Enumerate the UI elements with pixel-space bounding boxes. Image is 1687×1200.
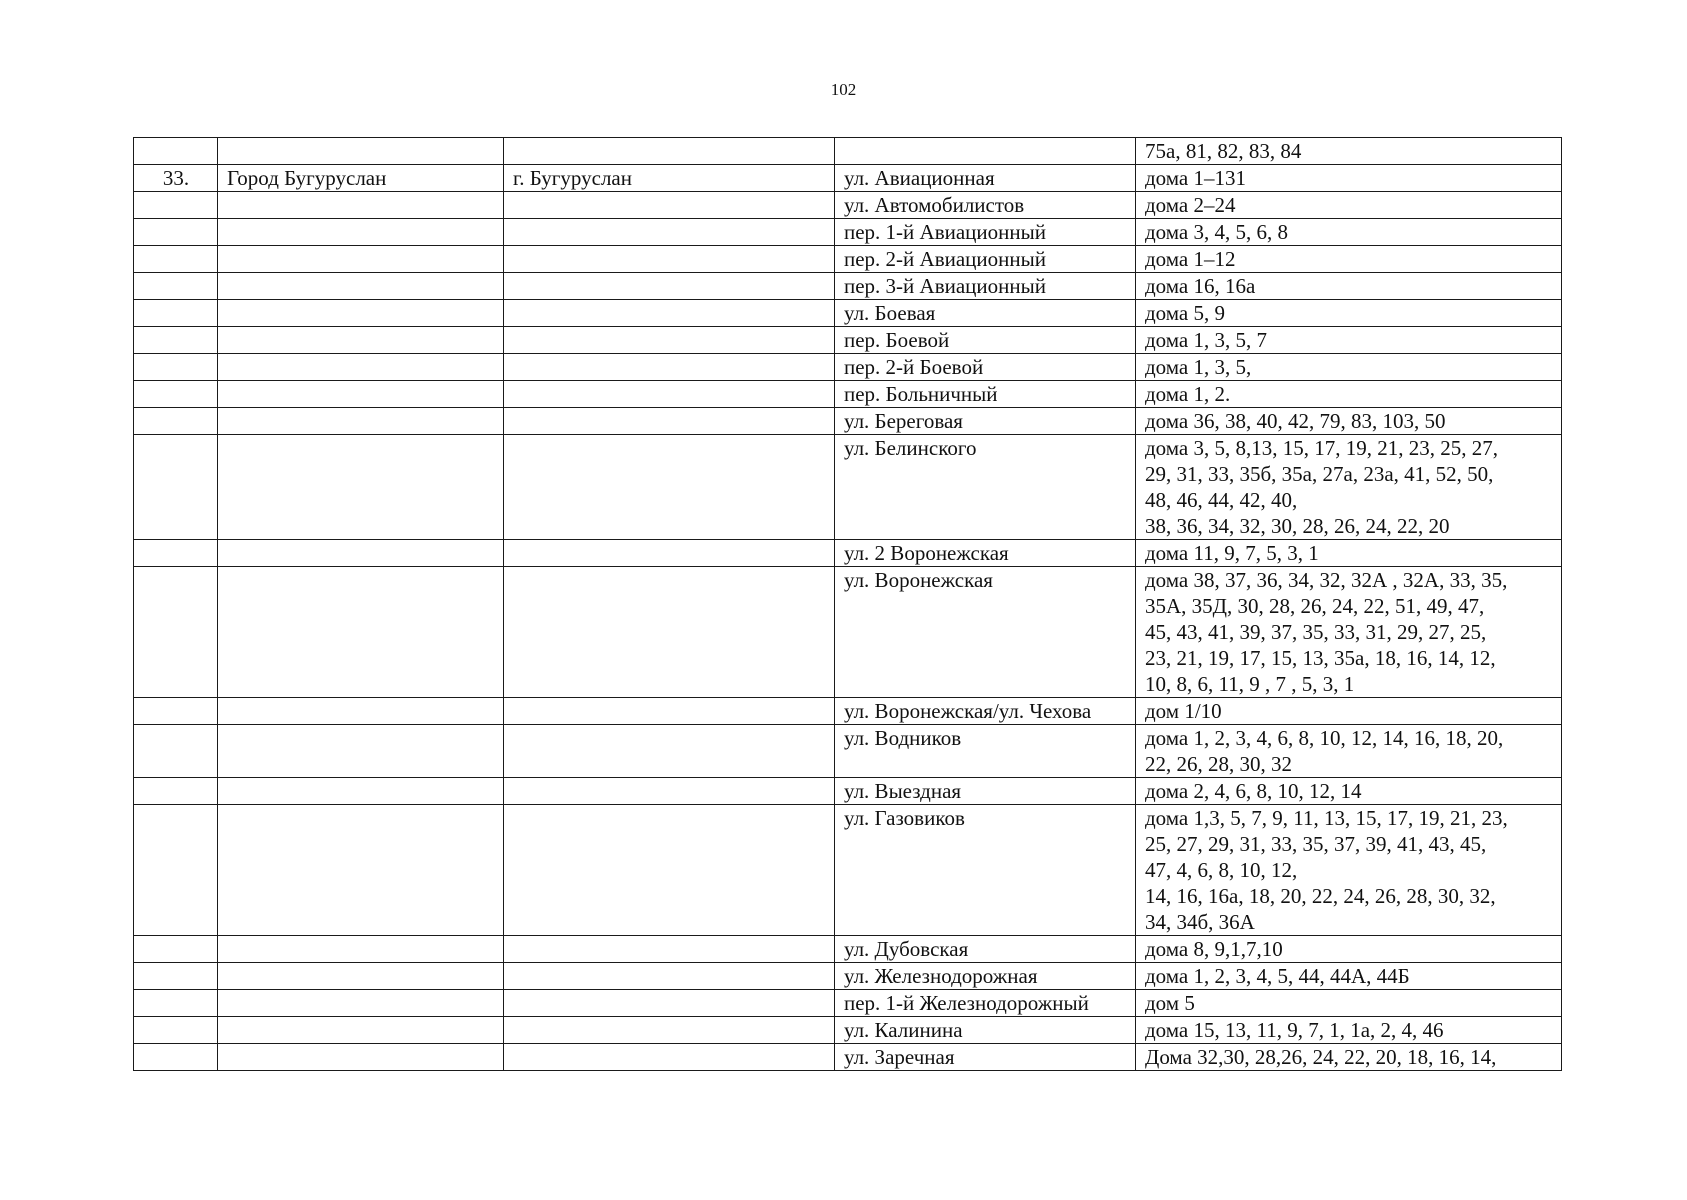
table-row bbox=[134, 990, 1562, 1017]
row-number-cell bbox=[134, 1044, 218, 1071]
district-cell bbox=[218, 540, 504, 567]
table-row bbox=[134, 778, 1562, 805]
row-number-cell bbox=[134, 219, 218, 246]
table-row bbox=[134, 1044, 1562, 1071]
street-cell: ул. Дубовская bbox=[835, 936, 1136, 963]
houses-cell: дома 15, 13, 11, 9, 7, 1, 1а, 2, 4, 46 bbox=[1136, 1017, 1562, 1044]
row-number-cell bbox=[134, 725, 218, 778]
houses-cell: дом 1/10 bbox=[1136, 698, 1562, 725]
district-cell bbox=[218, 354, 504, 381]
houses-cell: 75а, 81, 82, 83, 84 bbox=[1136, 138, 1562, 165]
table-row bbox=[134, 936, 1562, 963]
district-cell bbox=[218, 327, 504, 354]
district-cell bbox=[218, 1044, 504, 1071]
district-cell bbox=[218, 567, 504, 698]
houses-cell: дома 5, 9 bbox=[1136, 300, 1562, 327]
settlement-cell bbox=[504, 435, 835, 540]
settlement-cell bbox=[504, 567, 835, 698]
district-cell bbox=[218, 805, 504, 936]
row-number-cell bbox=[134, 246, 218, 273]
row-number-cell bbox=[134, 327, 218, 354]
row-number-cell bbox=[134, 805, 218, 936]
row-number-cell bbox=[134, 567, 218, 698]
table-row bbox=[134, 165, 1562, 192]
district-cell bbox=[218, 778, 504, 805]
houses-cell: дома 1–12 bbox=[1136, 246, 1562, 273]
district-cell bbox=[218, 192, 504, 219]
row-number-cell: 33. bbox=[134, 165, 218, 192]
street-cell: ул. Заречная bbox=[835, 1044, 1136, 1071]
row-number-cell bbox=[134, 698, 218, 725]
street-cell: ул. Береговая bbox=[835, 408, 1136, 435]
street-cell: пер. 3-й Авиационный bbox=[835, 273, 1136, 300]
district-cell bbox=[218, 435, 504, 540]
district-cell bbox=[218, 1017, 504, 1044]
table-row bbox=[134, 381, 1562, 408]
street-cell: ул. Авиационная bbox=[835, 165, 1136, 192]
settlement-cell bbox=[504, 300, 835, 327]
houses-cell: дома 1, 2. bbox=[1136, 381, 1562, 408]
table-row bbox=[134, 698, 1562, 725]
district-cell bbox=[218, 300, 504, 327]
row-number-cell bbox=[134, 435, 218, 540]
houses-cell: дома 11, 9, 7, 5, 3, 1 bbox=[1136, 540, 1562, 567]
address-table bbox=[133, 137, 1562, 1071]
table-row bbox=[134, 219, 1562, 246]
table-row bbox=[134, 567, 1562, 698]
row-number-cell bbox=[134, 936, 218, 963]
row-number-cell bbox=[134, 1017, 218, 1044]
settlement-cell bbox=[504, 219, 835, 246]
street-cell: пер. 1-й Железнодорожный bbox=[835, 990, 1136, 1017]
houses-cell: Дома 32,30, 28,26, 24, 22, 20, 18, 16, 14, bbox=[1136, 1044, 1562, 1071]
settlement-cell bbox=[504, 354, 835, 381]
settlement-cell bbox=[504, 698, 835, 725]
row-number-cell bbox=[134, 300, 218, 327]
street-cell: пер. Больничный bbox=[835, 381, 1136, 408]
district-cell bbox=[218, 408, 504, 435]
row-number-cell bbox=[134, 138, 218, 165]
district-cell bbox=[218, 936, 504, 963]
page-number: 102 bbox=[830, 80, 857, 99]
street-cell bbox=[835, 138, 1136, 165]
settlement-cell bbox=[504, 408, 835, 435]
street-cell: ул. 2 Воронежская bbox=[835, 540, 1136, 567]
district-cell: Город Бугуруслан bbox=[218, 165, 504, 192]
street-cell: пер. 1-й Авиационный bbox=[835, 219, 1136, 246]
district-cell bbox=[218, 246, 504, 273]
settlement-cell bbox=[504, 246, 835, 273]
district-cell bbox=[218, 963, 504, 990]
row-number-cell bbox=[134, 273, 218, 300]
settlement-cell bbox=[504, 936, 835, 963]
row-number-cell bbox=[134, 963, 218, 990]
street-cell: ул. Водников bbox=[835, 725, 1136, 778]
row-number-cell bbox=[134, 990, 218, 1017]
street-cell: ул. Калинина bbox=[835, 1017, 1136, 1044]
settlement-cell bbox=[504, 138, 835, 165]
settlement-cell bbox=[504, 778, 835, 805]
district-cell bbox=[218, 219, 504, 246]
houses-cell: дома 2–24 bbox=[1136, 192, 1562, 219]
houses-cell: дома 1, 2, 3, 4, 5, 44, 44А, 44Б bbox=[1136, 963, 1562, 990]
table-row bbox=[134, 138, 1562, 165]
houses-cell: дома 16, 16а bbox=[1136, 273, 1562, 300]
settlement-cell bbox=[504, 540, 835, 567]
settlement-cell: г. Бугуруслан bbox=[504, 165, 835, 192]
houses-cell: дома 1–131 bbox=[1136, 165, 1562, 192]
row-number-cell bbox=[134, 192, 218, 219]
row-number-cell bbox=[134, 408, 218, 435]
district-cell bbox=[218, 381, 504, 408]
address-table-body bbox=[134, 138, 1562, 1071]
street-cell: ул. Газовиков bbox=[835, 805, 1136, 936]
row-number-cell bbox=[134, 778, 218, 805]
street-cell: ул. Выездная bbox=[835, 778, 1136, 805]
houses-cell: дома 1, 3, 5, 7 bbox=[1136, 327, 1562, 354]
table-row bbox=[134, 435, 1562, 540]
table-row bbox=[134, 725, 1562, 778]
district-cell bbox=[218, 990, 504, 1017]
table-row bbox=[134, 300, 1562, 327]
settlement-cell bbox=[504, 963, 835, 990]
street-cell: ул. Железнодорожная bbox=[835, 963, 1136, 990]
houses-cell: дома 1, 3, 5, bbox=[1136, 354, 1562, 381]
houses-cell: дома 1,3, 5, 7, 9, 11, 13, 15, 17, 19, 21, 23, 25, 27, 29, 31, 33, 35, 37, 39, 41, 43, 45, 47, 4, 6, 8, 10, 12, 14, 16, 16а, 18, 20, 22, 24, 26, 28, 30, 32, 34, 34б, 36А bbox=[1136, 805, 1562, 936]
street-cell: пер. 2-й Боевой bbox=[835, 354, 1136, 381]
settlement-cell bbox=[504, 990, 835, 1017]
row-number-cell bbox=[134, 381, 218, 408]
street-cell: пер. Боевой bbox=[835, 327, 1136, 354]
table-row bbox=[134, 273, 1562, 300]
houses-cell: дом 5 bbox=[1136, 990, 1562, 1017]
row-number-cell bbox=[134, 354, 218, 381]
row-number-cell bbox=[134, 540, 218, 567]
houses-cell: дома 2, 4, 6, 8, 10, 12, 14 bbox=[1136, 778, 1562, 805]
houses-cell: дома 3, 5, 8,13, 15, 17, 19, 21, 23, 25, 27, 29, 31, 33, 35б, 35а, 27а, 23а, 41, 52, 50, 48, 46, 44, 42, 40, 38, 36, 34, 32, 30, 28, 26, 24, 22, 20 bbox=[1136, 435, 1562, 540]
table-row bbox=[134, 408, 1562, 435]
settlement-cell bbox=[504, 1017, 835, 1044]
district-cell bbox=[218, 138, 504, 165]
street-cell: ул. Белинского bbox=[835, 435, 1136, 540]
table-row bbox=[134, 805, 1562, 936]
table-row bbox=[134, 540, 1562, 567]
settlement-cell bbox=[504, 1044, 835, 1071]
houses-cell: дома 38, 37, 36, 34, 32, 32А , 32А, 33, 35, 35А, 35Д, 30, 28, 26, 24, 22, 51, 49, 47, 45, 43, 41, 39, 37, 35, 33, 31, 29, 27, 25, 23, 21, 19, 17, 15, 13, 35а, 18, 16, 14, 12, 10, 8, 6, 11, 9 , 7 , 5, 3, 1 bbox=[1136, 567, 1562, 698]
table-row bbox=[134, 354, 1562, 381]
settlement-cell bbox=[504, 273, 835, 300]
street-cell: ул. Воронежская bbox=[835, 567, 1136, 698]
settlement-cell bbox=[504, 327, 835, 354]
table-row bbox=[134, 1017, 1562, 1044]
settlement-cell bbox=[504, 192, 835, 219]
street-cell: ул. Автомобилистов bbox=[835, 192, 1136, 219]
table-row bbox=[134, 246, 1562, 273]
table-row bbox=[134, 963, 1562, 990]
settlement-cell bbox=[504, 805, 835, 936]
street-cell: пер. 2-й Авиационный bbox=[835, 246, 1136, 273]
street-cell: ул. Боевая bbox=[835, 300, 1136, 327]
settlement-cell bbox=[504, 381, 835, 408]
settlement-cell bbox=[504, 725, 835, 778]
houses-cell: дома 3, 4, 5, 6, 8 bbox=[1136, 219, 1562, 246]
street-cell: ул. Воронежская/ул. Чехова bbox=[835, 698, 1136, 725]
district-cell bbox=[218, 273, 504, 300]
houses-cell: дома 36, 38, 40, 42, 79, 83, 103, 50 bbox=[1136, 408, 1562, 435]
district-cell bbox=[218, 725, 504, 778]
houses-cell: дома 8, 9,1,7,10 bbox=[1136, 936, 1562, 963]
district-cell bbox=[218, 698, 504, 725]
table-row bbox=[134, 327, 1562, 354]
houses-cell: дома 1, 2, 3, 4, 6, 8, 10, 12, 14, 16, 18, 20, 22, 26, 28, 30, 32 bbox=[1136, 725, 1562, 778]
table-row bbox=[134, 192, 1562, 219]
